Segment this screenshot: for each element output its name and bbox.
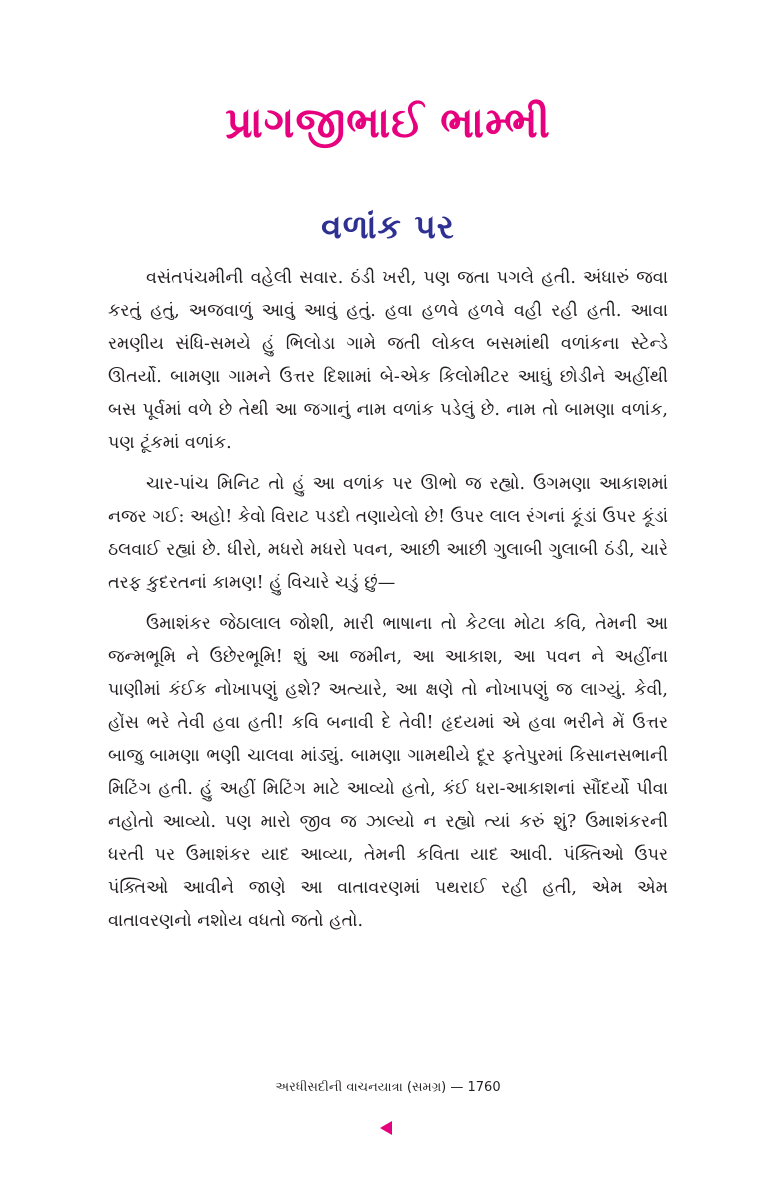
paragraph: ચાર-પાંચ મિનિટ તો હું આ વળાંક પર ઊભો જ રહ્યો. ઉગમણા આકાશમાં નજર ગઈ: અહો! કેવો વિરાટ પડદો તણાયેલો છે! ઉપર લાલ રંગનાં કૂંડાં ઉપર કૂંડાં ઠલવાઈ રહ્યાં છે. ધીરો, મધરો મધરો પવન, આછી આછી ગુલાબી ગુલાબી ઠંડી, ચારે તરફ કુદરતનાં કામણ! હું વિચારે ચડું છું— bbox=[108, 474, 668, 593]
body-text bbox=[108, 262, 668, 946]
paragraph: ઉમાશંકર જેઠાલાલ જોશી, મારી ભાષાના તો કેટલા મોટા કવિ, તેમની આ જન્મભૂમિ ને ઉછેરભૂમિ! શું આ જમીન, આ આકાશ, આ પવન ને અહીંના પાણીમાં કંઈક નોખાપણું હશે? અત્યારે, આ ક્ષણે તો નોખાપણું જ લાગ્યું. કેવી, હોંસ ભરે તેવી હવા હતી! કવિ બનાવી દે તેવી! હૃદયમાં એ હવા ભરીને મેં ઉત્તર બાજુ બામણા ભણી ચાલવા માંડ્યું. બામણા ગામથીયે દૂર ફતેપુરમાં કિસાનસભાની મિટિંગ હતી. હું અહીં મિટિંગ માટે આવ્યો હતો, કંઈ ધરા-આકાશનાં સૌંદર્યો પીવા નહોતો આવ્યો. પણ મારો જીવ જ ઝાલ્યો ન રહ્યો ત્યાં કરું શું? ઉમાશંકરની ધરતી પર ઉમાશંકર યાદ આવ્યા, તેમની કવિતા યાદ આવી. પંક્તિઓ ઉપર પંક્તિઓ આવીને જાણે આ વાતાવરણમાં પથરાઈ રહી હતી, એમ એમ વાતાવરણનો નશોય વધતો જતો હતો. bbox=[108, 614, 668, 931]
chapter-title: વળાંક પર bbox=[321, 207, 455, 246]
author-heading: પ્રાગજીભાઈ ભામ્ભી bbox=[225, 98, 551, 147]
paragraph: વસંતપંચમીની વહેલી સવાર. ઠંડી ખરી, પણ જતા પગલે હતી. અંધારું જવા કરતું હતું, અજવાળું આવું આવું હતું. હવા હળવે હળવે વહી રહી હતી. આવા રમણીય સંધિ-સમયે હું ભિલોડા ગામે જતી લોકલ બસમાંથી વળાંકના સ્ટેન્ડે ઊતર્યો. બામણા ગામને ઉત્તર દિશામાં બે-એક કિલોમીટર આઘું છોડીને અહીંથી બસ પૂર્વમાં વળે છે તેથી આ જગાનું નામ વળાંક પડેલું છે. નામ તો બામણા વળાંક, પણ ટૂંકમાં વળાંક. bbox=[108, 268, 668, 453]
page-footer: અરધીસદીની વાચનયાત્રા (સમગ્ર) — 1760 bbox=[275, 1080, 501, 1095]
previous-page-icon[interactable] bbox=[380, 1121, 392, 1135]
